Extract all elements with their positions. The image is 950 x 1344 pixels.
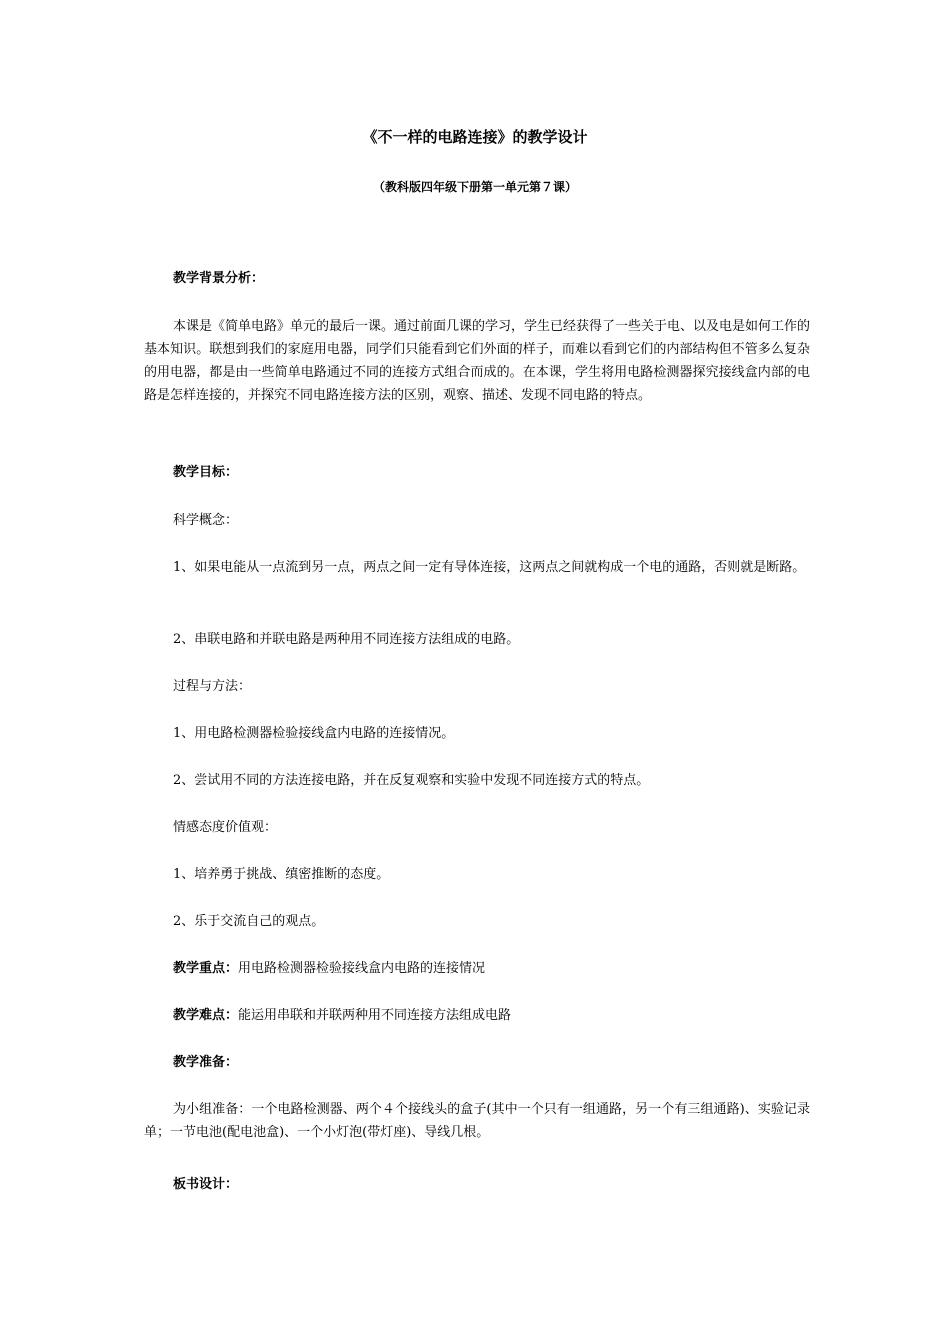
attitude-label: 情感态度价值观： [173,820,278,835]
process-label: 过程与方法： [173,679,252,694]
preparation-paragraph: 为小组准备：一个电路检测器、两个４个接线头的盒子(其中一个只有一组通路，另一个有三组通路)、实验记录单；一节电池(配电池盒)、一个小灯泡(带灯座)、导线几根。 [144,1102,810,1140]
background-heading: 教学背景分析： [173,271,265,286]
process-item-2: 2、尝试用不同的方法连接电路，并在反复观察和实验中发现不同连接方式的特点。 [173,773,650,788]
concept-label: 科学概念： [173,513,239,528]
difficulty-line [173,1006,511,1026]
background-paragraph: 本课是《简单电路》单元的最后一课。通过前面几课的学习，学生已经获得了一些关于电、以及电是如何工作的基本知识。联想到我们的家庭用电器，同学们只能看到它们外面的样子，而难以看到它们的内部结构但不管多么复杂的用电器，都是由一些简单电路通过不同的连接方式组合而成的。在本课，学生将用电路检测器探究接线盒内部的电路是怎样连接的，并探究不同电路连接方法的区别，观察、描述、发现不同电路的特点。 [144,319,811,403]
concept-item-1: 1、如果电能从一点流到另一点，两点之间一定有导体连接，这两点之间就构成一个电的通路，否则就是断路。 [173,560,806,575]
key-point-line [173,959,485,979]
goals-heading: 教学目标： [173,465,239,480]
key-point-text: 用电路检测器检验接线盒内电路的连接情况 [238,961,486,976]
difficulty-text: 能运用串联和并联两种用不同连接方法组成电路 [238,1008,512,1023]
document-title: 《不一样的电路连接》的教学设计 [362,128,588,146]
attitude-item-1: 1、培养勇于挑战、缜密推断的态度。 [173,867,390,882]
attitude-item-2: 2、乐于交流自己的观点。 [173,914,325,929]
board-heading: 板书设计： [173,1177,239,1192]
process-item-1: 1、用电路检测器检验接线盒内电路的连接情况。 [173,726,455,741]
difficulty-label: 教学难点： [173,1008,239,1023]
preparation-heading: 教学准备： [173,1055,239,1070]
key-point-label: 教学重点： [173,961,239,976]
document-subtitle: （教科版四年级下册第一单元第７课） [372,180,577,194]
concept-item-2: 2、串联电路和并联电路是两种用不同连接方法组成的电路。 [173,632,520,647]
